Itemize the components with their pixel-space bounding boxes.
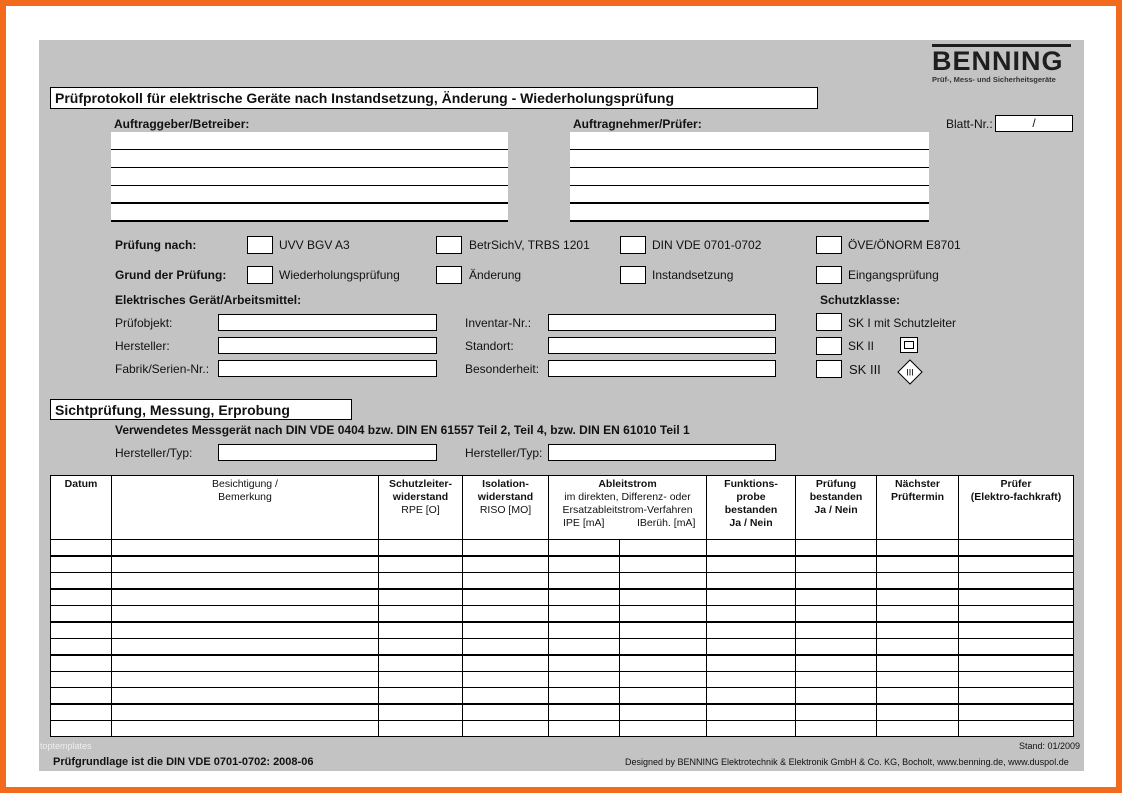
designed-by: Designed by BENNING Elektrotechnik & Elektronik GmbH & Co. KG, Bocholt, www.benning.de, www.duspol.de	[625, 757, 1069, 767]
table-cell[interactable]	[959, 573, 1074, 590]
table-cell[interactable]	[463, 573, 549, 590]
table-cell[interactable]	[549, 622, 620, 639]
table-cell[interactable]	[379, 589, 463, 606]
checkbox-sk2[interactable]	[816, 337, 842, 355]
label-location: Standort:	[465, 339, 514, 353]
table-cell[interactable]	[877, 540, 959, 557]
col-earth-resistance: Schutzleiter- widerstand RPE [O]	[379, 476, 463, 540]
benning-logo	[930, 44, 1072, 88]
table-cell[interactable]	[463, 622, 549, 639]
table-cell[interactable]	[620, 589, 707, 606]
table-cell[interactable]	[796, 589, 877, 606]
contractor-label: Auftragnehmer/Prüfer:	[573, 117, 702, 131]
table-cell[interactable]	[620, 672, 707, 688]
col-function-test: Funktions- probe bestanden Ja / Nein	[707, 476, 796, 540]
table-row	[51, 655, 1074, 672]
table-cell[interactable]	[112, 606, 379, 623]
table-cell[interactable]	[707, 721, 796, 737]
table-cell[interactable]	[707, 704, 796, 721]
table-cell[interactable]	[707, 556, 796, 573]
table-cell[interactable]	[707, 639, 796, 656]
table-row	[51, 622, 1074, 639]
table-cell[interactable]	[51, 655, 112, 672]
table-cell[interactable]	[877, 589, 959, 606]
instrument-label-1: Hersteller/Typ:	[115, 446, 193, 460]
table-cell[interactable]	[379, 540, 463, 557]
table-cell[interactable]	[796, 688, 877, 705]
checkbox-betrsichv[interactable]	[436, 236, 462, 254]
table-cell[interactable]	[112, 704, 379, 721]
watermark: toptemplates	[40, 741, 92, 751]
table-cell[interactable]	[549, 573, 620, 590]
table-cell[interactable]	[877, 672, 959, 688]
col-next-test: Nächster Prüftermin	[877, 476, 959, 540]
table-cell[interactable]	[379, 704, 463, 721]
col-insulation: Isolation- widerstand RISO [MO]	[463, 476, 549, 540]
table-cell[interactable]	[379, 606, 463, 623]
device-heading: Elektrisches Gerät/Arbeitsmittel:	[115, 293, 302, 307]
special-field[interactable]	[548, 360, 776, 377]
instrument-text: Verwendetes Messgerät nach DIN VDE 0404 bzw. DIN EN 61557 Teil 2, Teil 4, bzw. DIN EN 61010 Teil 1	[115, 423, 690, 437]
table-cell[interactable]	[112, 688, 379, 705]
test-per-label: Prüfung nach:	[115, 238, 197, 252]
table-cell[interactable]	[463, 606, 549, 623]
checkbox-oeve[interactable]	[816, 236, 842, 254]
table-cell[interactable]	[620, 540, 707, 557]
table-cell[interactable]	[549, 556, 620, 573]
table-cell[interactable]	[959, 655, 1074, 672]
table-cell[interactable]	[463, 589, 549, 606]
table-cell[interactable]	[959, 622, 1074, 639]
table-cell[interactable]	[796, 639, 877, 656]
checkbox-repair[interactable]	[620, 266, 646, 284]
table-cell[interactable]	[51, 639, 112, 656]
table-cell[interactable]	[463, 556, 549, 573]
option-oeve: ÖVE/ÖNORM E8701	[848, 238, 961, 252]
table-cell[interactable]	[379, 622, 463, 639]
table-cell[interactable]	[463, 639, 549, 656]
table-cell[interactable]	[51, 672, 112, 688]
table-cell[interactable]	[463, 688, 549, 705]
table-cell[interactable]	[112, 556, 379, 573]
table-cell[interactable]	[549, 540, 620, 557]
table-cell[interactable]	[549, 606, 620, 623]
basis-text: Prüfgrundlage ist die DIN VDE 0701-0702: 2008-06	[53, 756, 314, 768]
table-cell[interactable]	[51, 622, 112, 639]
checkbox-sk1[interactable]	[816, 313, 842, 331]
col-ipe: IPE [mA]	[563, 517, 605, 529]
table-cell[interactable]	[379, 721, 463, 737]
checkbox-din-vde[interactable]	[620, 236, 646, 254]
table-cell[interactable]	[51, 573, 112, 590]
section2-title-text: Sichtprüfung, Messung, Erprobung	[55, 402, 290, 418]
table-row	[51, 672, 1074, 688]
table-cell[interactable]	[379, 655, 463, 672]
label-manufacturer: Hersteller:	[115, 339, 170, 353]
table-cell[interactable]	[463, 540, 549, 557]
table-cell[interactable]	[620, 556, 707, 573]
serial-field[interactable]	[218, 360, 437, 377]
table-cell[interactable]	[796, 672, 877, 688]
table-cell[interactable]	[549, 639, 620, 656]
stand-label: Stand: 01/2009	[1019, 741, 1081, 751]
table-row	[51, 639, 1074, 656]
label-test-object: Prüfobjekt:	[115, 316, 173, 330]
table-cell[interactable]	[796, 704, 877, 721]
section2-title	[50, 399, 352, 420]
form-title	[50, 87, 818, 109]
sheet-no-value: /	[1032, 116, 1036, 130]
table-cell[interactable]	[877, 688, 959, 705]
table-cell[interactable]	[51, 688, 112, 705]
table-cell[interactable]	[51, 704, 112, 721]
label-serial: Fabrik/Serien-Nr.:	[115, 362, 210, 376]
table-row	[51, 556, 1074, 573]
table-cell[interactable]	[112, 573, 379, 590]
table-cell[interactable]	[463, 655, 549, 672]
col-leakage: Ableitstrom im direkten, Differenz- oder Ersatzableitstrom-Verfahren IPE [mA] IBerüh. [mA]	[549, 476, 707, 540]
label-inventory: Inventar-Nr.:	[465, 316, 532, 330]
table-cell[interactable]	[707, 622, 796, 639]
table-cell[interactable]	[112, 540, 379, 557]
sheet-no-label: Blatt-Nr.:	[946, 117, 993, 131]
table-cell[interactable]	[620, 622, 707, 639]
table-cell[interactable]	[707, 655, 796, 672]
option-betrsichv: BetrSichV, TRBS 1201	[469, 238, 590, 252]
table-cell[interactable]	[877, 556, 959, 573]
table-cell[interactable]	[112, 721, 379, 737]
table-cell[interactable]	[51, 721, 112, 737]
option-change: Änderung	[469, 268, 522, 282]
protection-heading: Schutzklasse:	[820, 293, 901, 307]
table-cell[interactable]	[379, 639, 463, 656]
test-table	[50, 475, 1074, 737]
location-field[interactable]	[548, 337, 776, 354]
table-cell[interactable]	[549, 672, 620, 688]
col-tester: Prüfer (Elektro-fachkraft)	[959, 476, 1074, 540]
table-cell[interactable]	[549, 589, 620, 606]
table-cell[interactable]	[959, 688, 1074, 705]
table-row	[51, 606, 1074, 623]
table-cell[interactable]	[620, 606, 707, 623]
col-test-passed: Prüfung bestanden Ja / Nein	[796, 476, 877, 540]
sk3-symbol-text: III	[906, 367, 914, 378]
table-cell[interactable]	[620, 639, 707, 656]
table-cell[interactable]	[796, 556, 877, 573]
test-object-field[interactable]	[218, 314, 437, 331]
table-cell[interactable]	[796, 622, 877, 639]
client-lines[interactable]	[111, 132, 508, 222]
table-cell[interactable]	[463, 721, 549, 737]
table-cell[interactable]	[112, 639, 379, 656]
checkbox-sk3[interactable]	[816, 360, 842, 378]
table-cell[interactable]	[379, 556, 463, 573]
table-cell[interactable]	[877, 655, 959, 672]
table-cell[interactable]	[796, 540, 877, 557]
table-cell[interactable]	[877, 606, 959, 623]
contractor-lines[interactable]	[570, 132, 929, 222]
table-cell[interactable]	[959, 639, 1074, 656]
table-cell[interactable]	[877, 704, 959, 721]
option-sk2: SK II	[848, 339, 875, 353]
table-cell[interactable]	[959, 589, 1074, 606]
table-cell[interactable]	[877, 721, 959, 737]
table-cell[interactable]	[620, 704, 707, 721]
table-cell[interactable]	[877, 639, 959, 656]
table-cell[interactable]	[959, 721, 1074, 737]
manufacturer-field[interactable]	[218, 337, 437, 354]
instrument-field-2[interactable]	[548, 444, 776, 461]
form-title-text: Prüfprotokoll für elektrische Geräte nach Instandsetzung, Änderung - Wiederholungsprüfung	[55, 90, 675, 106]
table-cell[interactable]	[877, 622, 959, 639]
table-cell[interactable]	[620, 688, 707, 705]
client-label: Auftraggeber/Betreiber:	[114, 117, 250, 131]
table-cell[interactable]	[959, 606, 1074, 623]
table-cell[interactable]	[620, 721, 707, 737]
table-cell[interactable]	[112, 622, 379, 639]
table-cell[interactable]	[379, 672, 463, 688]
table-cell[interactable]	[549, 655, 620, 672]
table-cell[interactable]	[379, 688, 463, 705]
checkbox-repeat[interactable]	[247, 266, 273, 284]
table-cell[interactable]	[463, 672, 549, 688]
reason-label: Grund der Prüfung:	[115, 268, 227, 282]
table-cell[interactable]	[959, 704, 1074, 721]
table-cell[interactable]	[796, 721, 877, 737]
sk3-symbol-icon	[897, 359, 923, 385]
table-row	[51, 540, 1074, 557]
table-cell[interactable]	[51, 556, 112, 573]
sk2-symbol-icon	[900, 337, 918, 353]
option-din-vde: DIN VDE 0701-0702	[652, 238, 762, 252]
inventory-field[interactable]	[548, 314, 776, 331]
option-incoming: Eingangsprüfung	[848, 268, 939, 282]
logo-text: BENNING	[932, 46, 1064, 76]
table-cell[interactable]	[379, 573, 463, 590]
instrument-label-2: Hersteller/Typ:	[465, 446, 543, 460]
table-cell[interactable]	[959, 556, 1074, 573]
table-cell[interactable]	[51, 606, 112, 623]
table-cell[interactable]	[707, 688, 796, 705]
table-row	[51, 704, 1074, 721]
option-uvv: UVV BGV A3	[279, 238, 350, 252]
table-cell[interactable]	[112, 672, 379, 688]
col-inspection: Besichtigung / Bemerkung	[112, 476, 379, 540]
table-cell[interactable]	[707, 573, 796, 590]
col-iberuh: IBerüh. [mA]	[637, 517, 696, 529]
instrument-field-1[interactable]	[218, 444, 437, 461]
table-row	[51, 721, 1074, 737]
table-cell[interactable]	[796, 573, 877, 590]
table-cell[interactable]	[707, 672, 796, 688]
table-cell[interactable]	[796, 606, 877, 623]
table-cell[interactable]	[463, 704, 549, 721]
table-cell[interactable]	[959, 672, 1074, 688]
checkbox-incoming[interactable]	[816, 266, 842, 284]
table-cell[interactable]	[51, 540, 112, 557]
checkbox-change[interactable]	[436, 266, 462, 284]
option-sk1: SK I mit Schutzleiter	[848, 316, 957, 330]
table-cell[interactable]	[707, 540, 796, 557]
table-cell[interactable]	[549, 688, 620, 705]
table-cell[interactable]	[549, 704, 620, 721]
table-cell[interactable]	[549, 721, 620, 737]
table-cell[interactable]	[620, 655, 707, 672]
table-row	[51, 589, 1074, 606]
table-row	[51, 573, 1074, 590]
sheet-no-field[interactable]	[995, 115, 1073, 132]
table-row	[51, 688, 1074, 705]
col-datum: Datum	[51, 476, 112, 540]
logo-tagline: Prüf-, Mess- und Sicherheitsgeräte	[932, 75, 1056, 84]
table-cell[interactable]	[877, 573, 959, 590]
option-repeat: Wiederholungsprüfung	[279, 268, 400, 282]
table-cell[interactable]	[51, 589, 112, 606]
table-cell[interactable]	[112, 589, 379, 606]
table-cell[interactable]	[959, 540, 1074, 557]
table-cell[interactable]	[796, 655, 877, 672]
checkbox-uvv[interactable]	[247, 236, 273, 254]
table-cell[interactable]	[112, 655, 379, 672]
table-cell[interactable]	[707, 589, 796, 606]
label-special: Besonderheit:	[465, 362, 540, 376]
option-repair: Instandsetzung	[652, 268, 734, 282]
table-cell[interactable]	[707, 606, 796, 623]
option-sk3: SK III	[849, 362, 881, 377]
table-cell[interactable]	[620, 573, 707, 590]
